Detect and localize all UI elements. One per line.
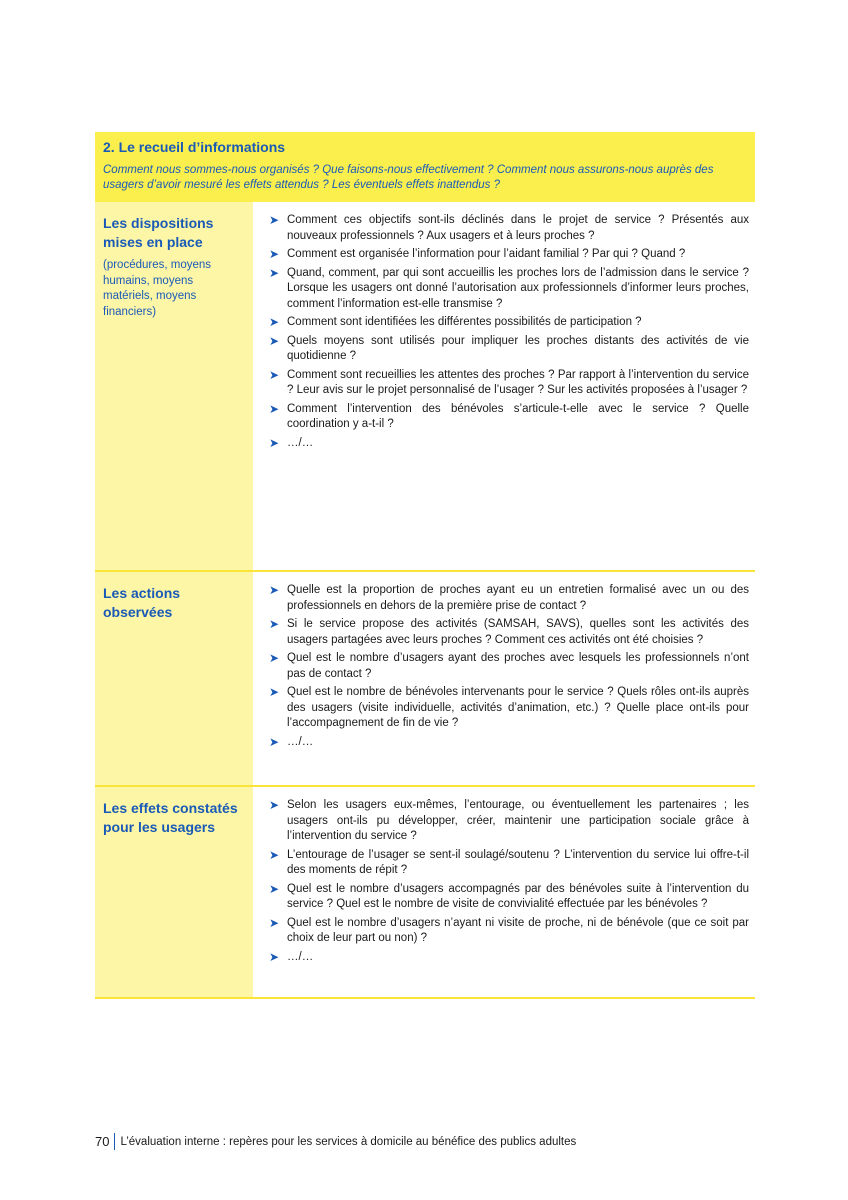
section-label-cell [95, 787, 253, 997]
arrow-right-icon: ➤ [269, 847, 280, 862]
arrow-right-icon: ➤ [269, 247, 280, 261]
question-text: Quels moyens sont utilisés pour impliquer les proches distants des activités de vie quotidienne ? [287, 334, 749, 362]
question-list [269, 798, 749, 965]
question-text: Quel est le nombre d’usagers ayant des proches avec lesquels les professionnels n’ont pas de contact ? [287, 652, 749, 680]
question-item [269, 213, 749, 244]
page-footer [95, 1133, 576, 1150]
question-text: Comment sont identifiées les différentes possibilités de participation ? [287, 316, 642, 328]
section-label-cell [95, 202, 253, 570]
section-label-cell [95, 572, 253, 785]
question-list-cell [253, 787, 755, 997]
section-subtitle: Comment nous sommes-nous organisés ? Que faisons-nous effectivement ? Comment nous assurons-nous auprès des usagers d’avoir mesuré les effets attendus ? Les éventuels effets inattendus ? [103, 164, 714, 191]
arrow-right-icon: ➤ [269, 435, 280, 450]
table-header [95, 132, 755, 202]
question-item [269, 685, 749, 732]
section-title: 2. Le recueil d’informations [103, 139, 286, 155]
question-item [269, 651, 749, 682]
arrow-right-icon: ➤ [269, 734, 280, 749]
section-actions [95, 572, 755, 787]
question-text: Quelle est la proportion de proches ayant eu un entretien formalisé avec un ou des professionnels en dehors de la première prise de contact ? [287, 584, 749, 612]
question-text: …/… [287, 436, 314, 449]
section-label: Les actions observées [103, 585, 181, 620]
question-text: Quel est le nombre d’usagers accompagnés par des bénévoles suite à l’intervention du service ? Quel est le nombre de visite de convivialité effectuée par les bénévoles ? [287, 882, 749, 910]
footer-text: L’évaluation interne : repères pour les services à domicile au bénéfice des publics adultes [120, 1135, 577, 1148]
question-text: Quel est le nombre de bénévoles intervenants pour le service ? Quels rôles ont-ils auprès des usagers (visite individuelle, activités d’animation, etc.) ? Quelle place ont-ils pour l’accompagnement de fin de vie ? [287, 686, 749, 729]
question-list [269, 213, 749, 451]
question-text: L’entourage de l’usager se sent-il soulagé/soutenu ? L’intervention du service lui offre-t-il des moments de répit ? [287, 848, 749, 876]
question-text: Selon les usagers eux-mêmes, l’entourage, ou éventuellement les partenaires ; les usagers ont-ils pu développer, créer, maintenir une participation sociale grâce à l’intervention du service ? [287, 799, 749, 842]
question-text: Si le service propose des activités (SAMSAH, SAVS), quelles sont les activités des usagers partagées avec leurs proches ? Comment ces activités ont été choisies ? [287, 618, 749, 646]
arrow-right-icon: ➤ [269, 949, 280, 964]
section-dispositions [95, 202, 755, 572]
question-text: Quand, comment, par qui sont accueillis les proches lors de l’admission dans le service ? Lorsque les usagers ont donné l’autorisation aux professionnels d’informer leurs proches, comment l’information est-elle transmise ? [287, 266, 749, 310]
arrow-right-icon: ➤ [269, 798, 280, 812]
question-item [269, 950, 749, 966]
arrow-right-icon: ➤ [269, 583, 280, 597]
arrow-right-icon: ➤ [269, 333, 280, 348]
arrow-right-icon: ➤ [269, 617, 280, 631]
question-item [269, 368, 749, 399]
question-text: …/… [287, 950, 314, 963]
question-item [269, 735, 749, 751]
question-item [269, 334, 749, 365]
arrow-right-icon: ➤ [269, 881, 280, 896]
arrow-right-icon: ➤ [269, 685, 280, 699]
arrow-right-icon: ➤ [269, 651, 280, 665]
question-item [269, 247, 749, 263]
question-text: Comment sont recueillies les attentes des proches ? Par rapport à l’intervention du service ? Leur avis sur le projet personnalisé de l’usager ? Sur les activités proposées à l’usager ? [287, 368, 749, 396]
page-number: 70 [95, 1133, 115, 1150]
question-item [269, 583, 749, 614]
question-item [269, 916, 749, 947]
arrow-right-icon: ➤ [269, 315, 280, 329]
question-item [269, 617, 749, 648]
arrow-right-icon: ➤ [269, 213, 280, 227]
section-effets [95, 787, 755, 999]
question-item [269, 798, 749, 845]
section-label: Les effets constatés pour les usagers [103, 800, 238, 835]
question-list-cell [253, 572, 755, 785]
section-label-note: (procédures, moyens humains, moyens matériels, moyens financiers) [103, 259, 212, 318]
question-text: Comment l’intervention des bénévoles s’articule-t-elle avec le service ? Quelle coordination y a-t-il ? [287, 402, 749, 430]
question-list-cell [253, 202, 755, 570]
arrow-right-icon: ➤ [269, 265, 280, 280]
question-item [269, 266, 749, 313]
question-item [269, 402, 749, 433]
arrow-right-icon: ➤ [269, 401, 280, 416]
question-text: …/… [287, 735, 314, 748]
question-list [269, 583, 749, 750]
arrow-right-icon: ➤ [269, 915, 280, 930]
evaluation-table [95, 132, 755, 999]
question-item [269, 848, 749, 879]
question-text: Comment ces objectifs sont-ils déclinés dans le projet de service ? Présentés aux nouveaux professionnels ? Aux usagers et à leurs proches ? [287, 214, 749, 242]
question-text: Comment est organisée l’information pour l’aidant familial ? Par qui ? Quand ? [287, 248, 686, 260]
question-item [269, 436, 749, 452]
question-text: Quel est le nombre d’usagers n’ayant ni visite de proche, ni de bénévole (que ce soit par choix de leur part ou non) ? [287, 916, 749, 944]
question-item [269, 315, 749, 331]
question-item [269, 882, 749, 913]
arrow-right-icon: ➤ [269, 367, 280, 382]
section-label: Les dispositions mises en place [103, 215, 214, 250]
